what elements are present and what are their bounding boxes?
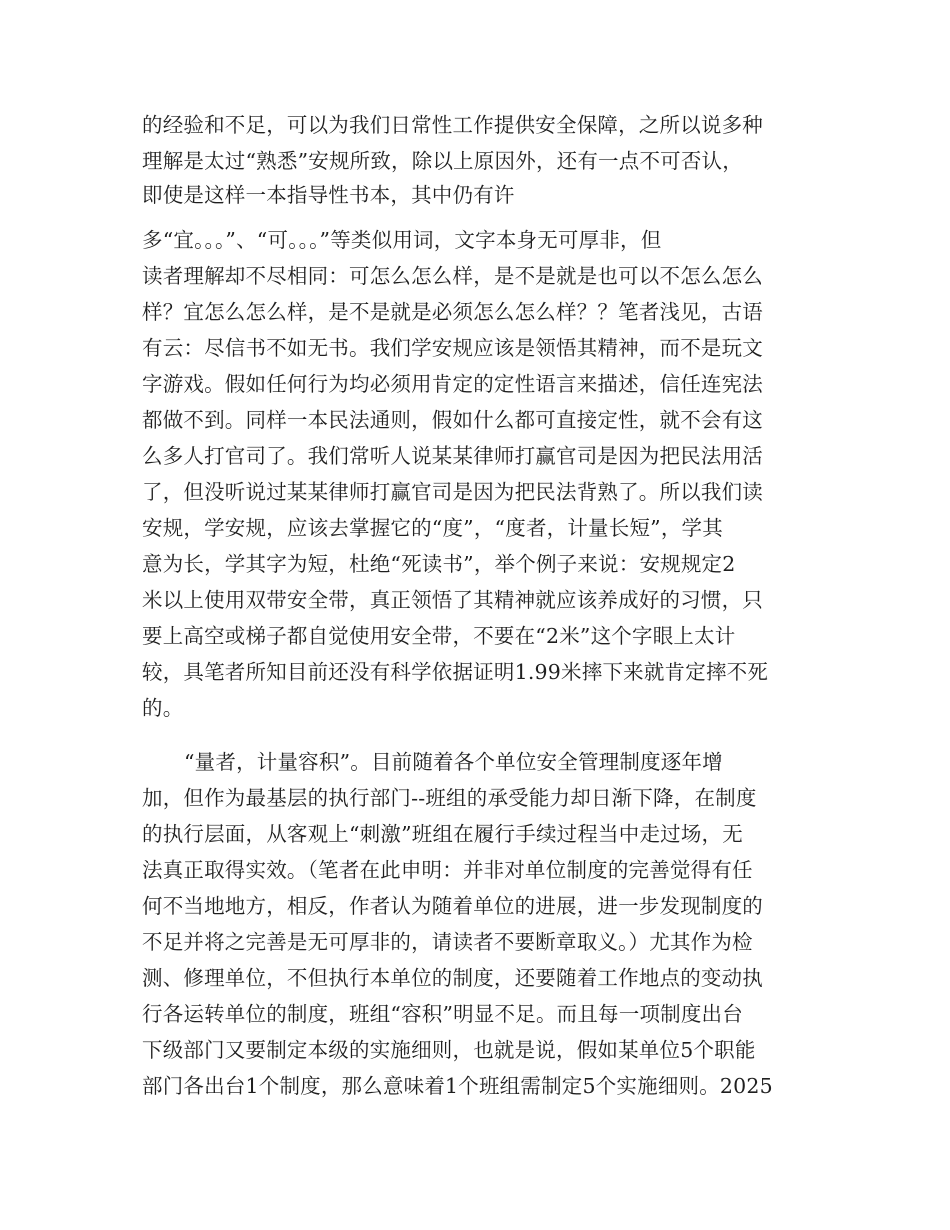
- text-line: 不足并将之完善是无可厚非的，请读者不要断章取义。）尤其作为检: [142, 930, 753, 954]
- text-line: 测、修理单位，不但执行本单位的制度，还要随着工作地点的变动执: [142, 966, 763, 990]
- text-line: 有云：尽信书不如无书。我们学安规应该是领悟其精神，而不是玩文: [142, 336, 763, 360]
- text-line: 的经验和不足，可以为我们日常性工作提供安全保障，之所以说多种: [142, 113, 763, 137]
- text-line: 米以上使用双带安全带，真正领悟了其精神就应该养成好的习惯，只: [142, 588, 763, 612]
- text-line: 字游戏。假如任何行为均必须用肯定的定性语言来描述，信任连宪法: [142, 372, 763, 396]
- text-line: 下级部门又要制定本级的实施细则，也就是说，假如某单位5个职能: [142, 1038, 756, 1062]
- text-line: 读者理解却不尽相同：可怎么怎么样，是不是就是也可以不怎么怎么: [142, 264, 763, 288]
- text-line: 意为长，学其字为短，杜绝“死读书”，举个例子来说：安规规定2: [142, 552, 736, 576]
- text-line: 加，但作为最基层的执行部门--班组的承受能力却日渐下降，在制度: [142, 786, 757, 810]
- text-line: 部门各出台1个制度，那么意味着1个班组需制定5个实施细则。2025: [142, 1074, 773, 1098]
- text-line: 何不当地地方，相反，作者认为随着单位的进展，进一步发现制度的: [142, 894, 763, 918]
- text-line: 的。: [142, 696, 184, 720]
- text-line: 理解是太过“熟悉”安规所致，除以上原因外，还有一点不可否认，: [142, 149, 743, 173]
- text-line: 行各运转单位的制度，班组“容积”明显不足。而且每一项制度出台: [142, 1002, 743, 1026]
- text-line: “量者，计量容积”。目前随着各个单位安全管理制度逐年增: [184, 750, 723, 774]
- text-line: 法真正取得实效。（笔者在此申明：并非对单位制度的完善觉得有任: [142, 858, 753, 882]
- text-line: 样？宜怎么怎么样，是不是就是必须怎么怎么样？？笔者浅见，古语: [142, 300, 763, 324]
- text-line: 都做不到。同样一本民法通则，假如什么都可直接定性，就不会有这: [142, 408, 763, 432]
- text-line: 的执行层面，从客观上“刺激”班组在履行手续过程当中走过场，无: [142, 822, 743, 846]
- text-line: 多“宜。。。”、“可。。。”等类似用词，文字本身无可厚非，但: [142, 228, 662, 252]
- text-line: 即使是这样一本指导性书本，其中仍有许: [142, 183, 515, 207]
- text-line: 安规，学安规，应该去掌握它的“度”，“度者，计量长短”，学其: [142, 516, 723, 540]
- text-line: 么多人打官司了。我们常听人说某某律师打赢官司是因为把民法用活: [142, 444, 763, 468]
- text-line: 较，具笔者所知目前还没有科学依据证明1.99米摔下来就肯定摔不死: [142, 660, 769, 684]
- text-line: 了，但没听说过某某律师打赢官司是因为把民法背熟了。所以我们读: [142, 480, 763, 504]
- text-line: 要上高空或梯子都自觉使用安全带，不要在“2米”这个字眼上太计: [142, 624, 736, 648]
